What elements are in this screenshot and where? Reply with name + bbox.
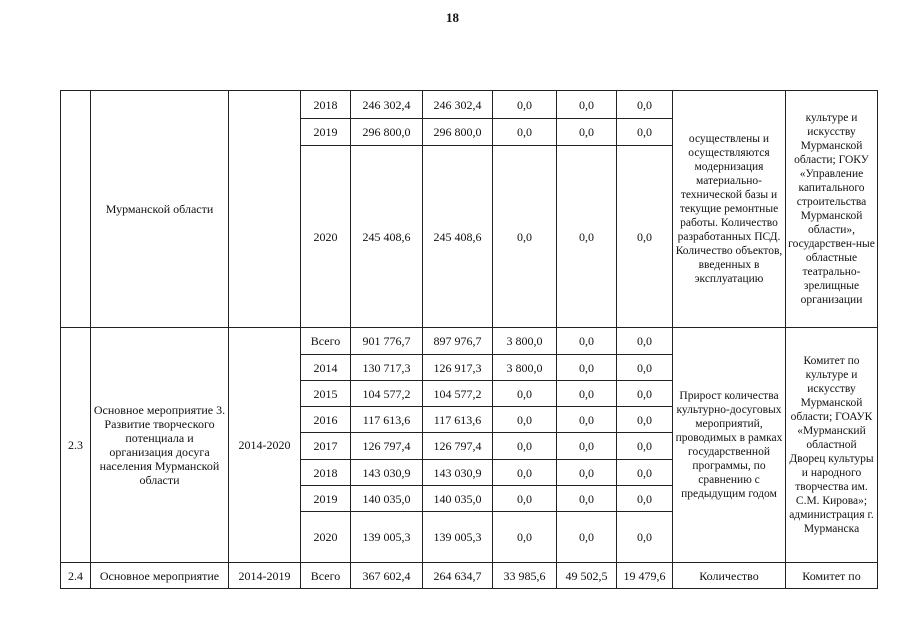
regional-budget-cell: 117 613,6 bbox=[423, 407, 493, 433]
year-cell: 2018 bbox=[301, 460, 351, 486]
total-cell: 367 602,4 bbox=[351, 563, 423, 589]
regional-budget-cell: 139 005,3 bbox=[423, 512, 493, 563]
local-budget-cell: 49 502,5 bbox=[557, 563, 617, 589]
total-cell: 117 613,6 bbox=[351, 407, 423, 433]
local-budget-cell: 0,0 bbox=[557, 486, 617, 512]
total-cell: 130 717,3 bbox=[351, 355, 423, 381]
other-sources-cell: 0,0 bbox=[617, 407, 673, 433]
total-cell: 296 800,0 bbox=[351, 119, 423, 146]
year-cell: 2017 bbox=[301, 433, 351, 460]
local-budget-cell: 0,0 bbox=[557, 460, 617, 486]
program-funding-table bbox=[60, 90, 878, 589]
other-sources-cell: 0,0 bbox=[617, 381, 673, 407]
total-cell: 246 302,4 bbox=[351, 91, 423, 119]
activity-name-cell: Основное мероприятие bbox=[91, 563, 229, 589]
other-sources-cell: 0,0 bbox=[617, 119, 673, 146]
regional-budget-cell: 126 797,4 bbox=[423, 433, 493, 460]
federal-budget-cell: 0,0 bbox=[493, 433, 557, 460]
local-budget-cell: 0,0 bbox=[557, 91, 617, 119]
row-number-cell: 2.3 bbox=[61, 328, 91, 563]
row-number-cell bbox=[61, 91, 91, 328]
period-cell: 2014-2019 bbox=[229, 563, 301, 589]
table-row bbox=[61, 91, 878, 119]
total-cell: 126 797,4 bbox=[351, 433, 423, 460]
federal-budget-cell: 0,0 bbox=[493, 407, 557, 433]
local-budget-cell: 0,0 bbox=[557, 119, 617, 146]
federal-budget-cell: 0,0 bbox=[493, 460, 557, 486]
total-cell: 104 577,2 bbox=[351, 381, 423, 407]
other-sources-cell: 0,0 bbox=[617, 486, 673, 512]
other-sources-cell: 0,0 bbox=[617, 460, 673, 486]
federal-budget-cell: 0,0 bbox=[493, 91, 557, 119]
regional-budget-cell: 264 634,7 bbox=[423, 563, 493, 589]
regional-budget-cell: 245 408,6 bbox=[423, 146, 493, 328]
total-cell: 901 776,7 bbox=[351, 328, 423, 355]
local-budget-cell: 0,0 bbox=[557, 407, 617, 433]
page-number: 18 bbox=[446, 10, 459, 25]
local-budget-cell: 0,0 bbox=[557, 355, 617, 381]
total-cell: 139 005,3 bbox=[351, 512, 423, 563]
indicator-cell: Количество bbox=[673, 563, 786, 589]
regional-budget-cell: 246 302,4 bbox=[423, 91, 493, 119]
executor-cell: Комитет по культуре и искусству Мурманской области; ГОАУК «Мурманский областной Дворец культуры и народного творчества им. С.М. Кирова»; администрация г. Мурманска bbox=[786, 328, 878, 563]
year-cell: 2018 bbox=[301, 91, 351, 119]
table-row bbox=[61, 328, 878, 355]
total-cell: 143 030,9 bbox=[351, 460, 423, 486]
local-budget-cell: 0,0 bbox=[557, 328, 617, 355]
federal-budget-cell: 0,0 bbox=[493, 486, 557, 512]
total-cell: 245 408,6 bbox=[351, 146, 423, 328]
indicator-cell: Прирост количества культурно-досуговых мероприятий, проводимых в рамках государственной программы, по сравнению с предыдущим годом bbox=[673, 328, 786, 563]
indicator-cell: осуществлены и осуществляются модернизация материально-технической базы и текущие ремонтные работы. Количество разработанных ПСД. Количество объектов, введенных в эксплуатацию bbox=[673, 91, 786, 328]
federal-budget-cell: 3 800,0 bbox=[493, 355, 557, 381]
regional-budget-cell: 140 035,0 bbox=[423, 486, 493, 512]
federal-budget-cell: 33 985,6 bbox=[493, 563, 557, 589]
year-cell: 2016 bbox=[301, 407, 351, 433]
local-budget-cell: 0,0 bbox=[557, 512, 617, 563]
federal-budget-cell: 3 800,0 bbox=[493, 328, 557, 355]
year-cell: Всего bbox=[301, 563, 351, 589]
other-sources-cell: 0,0 bbox=[617, 512, 673, 563]
other-sources-cell: 0,0 bbox=[617, 91, 673, 119]
federal-budget-cell: 0,0 bbox=[493, 119, 557, 146]
regional-budget-cell: 126 917,3 bbox=[423, 355, 493, 381]
row-number-cell: 2.4 bbox=[61, 563, 91, 589]
federal-budget-cell: 0,0 bbox=[493, 146, 557, 328]
regional-budget-cell: 897 976,7 bbox=[423, 328, 493, 355]
local-budget-cell: 0,0 bbox=[557, 381, 617, 407]
regional-budget-cell: 143 030,9 bbox=[423, 460, 493, 486]
year-cell: 2015 bbox=[301, 381, 351, 407]
federal-budget-cell: 0,0 bbox=[493, 512, 557, 563]
other-sources-cell: 0,0 bbox=[617, 355, 673, 381]
year-cell: 2014 bbox=[301, 355, 351, 381]
other-sources-cell: 0,0 bbox=[617, 328, 673, 355]
year-cell: 2019 bbox=[301, 486, 351, 512]
activity-name-cell: Мурманской области bbox=[91, 91, 229, 328]
year-cell: Всего bbox=[301, 328, 351, 355]
regional-budget-cell: 104 577,2 bbox=[423, 381, 493, 407]
activity-name-cell: Основное мероприятие 3. Развитие творческого потенциала и организация досуга населения Мурманской области bbox=[91, 328, 229, 563]
local-budget-cell: 0,0 bbox=[557, 146, 617, 328]
other-sources-cell: 0,0 bbox=[617, 433, 673, 460]
local-budget-cell: 0,0 bbox=[557, 433, 617, 460]
table-row bbox=[61, 563, 878, 589]
regional-budget-cell: 296 800,0 bbox=[423, 119, 493, 146]
year-cell: 2020 bbox=[301, 146, 351, 328]
other-sources-cell: 19 479,6 bbox=[617, 563, 673, 589]
year-cell: 2020 bbox=[301, 512, 351, 563]
period-cell: 2014-2020 bbox=[229, 328, 301, 563]
year-cell: 2019 bbox=[301, 119, 351, 146]
other-sources-cell: 0,0 bbox=[617, 146, 673, 328]
total-cell: 140 035,0 bbox=[351, 486, 423, 512]
federal-budget-cell: 0,0 bbox=[493, 381, 557, 407]
executor-cell: культуре и искусству Мурманской области; ГОКУ «Управление капитального строительства Мурманской области», государствен-ные областные театрально-зрелищные организации bbox=[786, 91, 878, 328]
executor-cell: Комитет по bbox=[786, 563, 878, 589]
period-cell bbox=[229, 91, 301, 328]
